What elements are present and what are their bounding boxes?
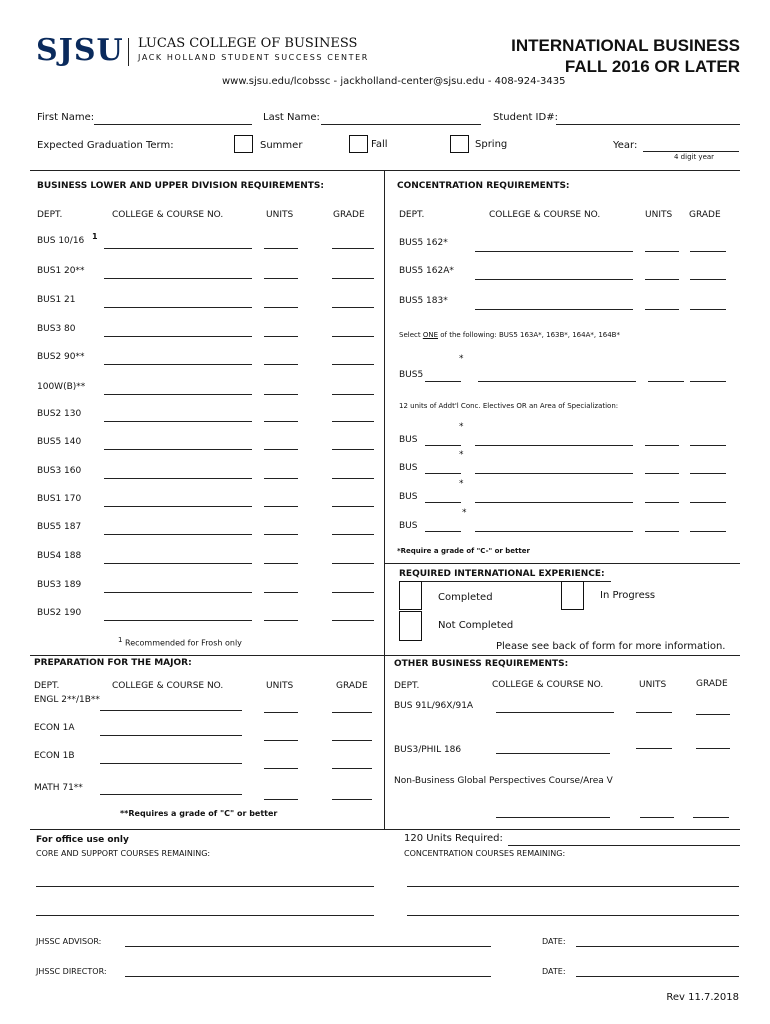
units-required-field[interactable]: [508, 845, 740, 846]
select-one: ONE: [422, 331, 438, 339]
select-post: of the following: BUS5 163A*, 163B*, 164A*, 164B*: [438, 331, 620, 339]
business-row-course[interactable]: [104, 449, 252, 450]
bus186-units[interactable]: [636, 748, 672, 749]
other-col-grade: GRADE: [696, 679, 728, 689]
revision-label: Rev 11.7.2018: [666, 992, 739, 1003]
other-col-dept: DEPT.: [394, 681, 420, 691]
footnote-marker: 1: [118, 636, 123, 644]
global-course[interactable]: [496, 817, 610, 818]
prep-row-course[interactable]: [100, 735, 242, 736]
prep-row-units[interactable]: [264, 799, 298, 800]
select-one-note: [399, 331, 620, 339]
business-row-dept: BUS1 170: [37, 494, 82, 504]
director-date-label: DATE:: [542, 967, 566, 976]
business-row-units[interactable]: [264, 336, 298, 337]
completed-checkbox[interactable]: [399, 581, 422, 610]
business-row-course[interactable]: [104, 534, 252, 535]
elective-row-number[interactable]: [425, 473, 461, 474]
business-row-units[interactable]: [264, 278, 298, 279]
business-col-course: COLLEGE & COURSE NO.: [112, 210, 224, 220]
bus91-units[interactable]: [636, 712, 672, 713]
office-heading: For office use only: [36, 835, 129, 845]
prep-row-units[interactable]: [264, 712, 298, 713]
business-row-grade[interactable]: [332, 421, 374, 422]
prep-col-grade: GRADE: [336, 681, 368, 691]
advisor-date-label: DATE:: [542, 937, 566, 946]
prep-row-grade[interactable]: [332, 799, 372, 800]
conc-col-units: UNITS: [645, 210, 673, 220]
business-row-units[interactable]: [264, 421, 298, 422]
summer-checkbox[interactable]: [234, 135, 253, 153]
business-row-grade[interactable]: [332, 534, 374, 535]
bus186-course[interactable]: [496, 753, 610, 754]
elective-row-dept: BUS: [399, 521, 418, 531]
concentration-row-course[interactable]: [475, 251, 633, 252]
business-row-dept: BUS5 140: [37, 437, 82, 447]
business-row-grade[interactable]: [332, 592, 374, 593]
business-row-units[interactable]: [264, 563, 298, 564]
business-col-grade: GRADE: [333, 210, 365, 220]
not-completed-checkbox[interactable]: [399, 611, 422, 641]
elective-row-course[interactable]: [475, 502, 633, 503]
elective-row-dept: BUS: [399, 435, 418, 445]
business-row-course[interactable]: [104, 592, 252, 593]
elective-row-grade[interactable]: [690, 531, 726, 532]
prep-grade-note: **Requires a grade of "C" or better: [120, 809, 278, 818]
business-row-dept: BUS3 160: [37, 466, 82, 476]
intl-exp-rule: [384, 563, 740, 564]
spring-label: Spring: [475, 139, 508, 150]
contact-info: www.sjsu.edu/lcobssc - jackholland-center@sjsu.edu - 408-924-3435: [222, 76, 566, 87]
other-reqs-heading: OTHER BUSINESS REQUIREMENTS:: [394, 659, 569, 669]
prep-row-units[interactable]: [264, 768, 298, 769]
last-name-label: Last Name:: [263, 112, 320, 123]
business-row-units[interactable]: [264, 248, 298, 249]
core-remaining-line-2[interactable]: [36, 915, 374, 916]
concentration-row-course[interactable]: [475, 309, 633, 310]
bus91-grade[interactable]: [696, 714, 730, 715]
advisor-label: JHSSC ADVISOR:: [36, 937, 102, 946]
footnote-marker: 1: [92, 232, 98, 241]
elective-row-dept: BUS: [399, 492, 418, 502]
business-row-grade[interactable]: [332, 506, 374, 507]
business-row-course[interactable]: [104, 506, 252, 507]
bus5-choice-number[interactable]: [425, 381, 461, 382]
elective-row-course[interactable]: [475, 473, 633, 474]
form-subtitle: FALL 2016 OR LATER: [564, 57, 740, 76]
business-row-course[interactable]: [104, 248, 252, 249]
business-row-grade[interactable]: [332, 394, 374, 395]
other-row-bus186: BUS3/PHIL 186: [394, 745, 462, 755]
bus5-choice-grade[interactable]: [690, 381, 726, 382]
business-row-course[interactable]: [104, 278, 252, 279]
business-row-grade[interactable]: [332, 307, 374, 308]
business-row-dept: BUS1 21: [37, 295, 76, 305]
elective-row-units[interactable]: [645, 502, 679, 503]
business-row-units[interactable]: [264, 394, 298, 395]
prep-row-course[interactable]: [100, 710, 242, 711]
prep-row-dept: ECON 1B: [34, 751, 75, 761]
prep-row-course[interactable]: [100, 763, 242, 764]
advisor-field[interactable]: [125, 946, 491, 947]
last-name-field[interactable]: [321, 124, 481, 125]
fall-checkbox[interactable]: [349, 135, 368, 153]
student-id-label: Student ID#:: [493, 112, 558, 123]
elective-row-course[interactable]: [475, 445, 633, 446]
business-row-course[interactable]: [104, 620, 252, 621]
bus5-choice-course[interactable]: [478, 381, 636, 382]
concentration-row-units[interactable]: [645, 251, 679, 252]
elective-row-number[interactable]: [425, 531, 461, 532]
summer-label: Summer: [260, 140, 303, 151]
grid-center-rule: [384, 170, 385, 830]
select-pre: Select: [399, 331, 423, 339]
business-row-course[interactable]: [104, 364, 252, 365]
business-row-dept: 100W(B)**: [37, 382, 86, 392]
concentration-row-grade[interactable]: [690, 309, 726, 310]
business-row-grade[interactable]: [332, 563, 374, 564]
advisor-date-field[interactable]: [576, 946, 739, 947]
units-required-label: 120 Units Required:: [404, 833, 503, 844]
business-row-course[interactable]: [104, 563, 252, 564]
global-units[interactable]: [640, 817, 674, 818]
conc-col-course: COLLEGE & COURSE NO.: [489, 210, 601, 220]
business-row-units[interactable]: [264, 449, 298, 450]
business-col-dept: DEPT.: [37, 210, 63, 220]
bus5-choice-units[interactable]: [648, 381, 684, 382]
business-row-grade[interactable]: [332, 620, 374, 621]
first-name-label: First Name:: [37, 112, 95, 123]
year-label: Year:: [613, 140, 638, 151]
business-row-dept: BUS2 190: [37, 608, 82, 618]
conc-remaining-label: CONCENTRATION COURSES REMAINING:: [404, 849, 566, 858]
intl-exp-note: Please see back of form for more information.: [496, 641, 726, 652]
core-remaining-label: CORE AND SUPPORT COURSES REMAINING:: [36, 849, 211, 858]
required-star: *: [459, 354, 464, 364]
concentration-row-dept: BUS5 183*: [399, 296, 448, 306]
business-row-dept: BUS5 187: [37, 522, 82, 532]
electives-note: 12 units of Addt'l Conc. Electives OR an Area of Specialization:: [399, 402, 619, 410]
other-row-global: Non-Business Global Perspectives Course/Area V: [394, 776, 613, 786]
concentration-row-units[interactable]: [645, 279, 679, 280]
conc-grade-note: *Require a grade of "C-" or better: [397, 547, 530, 555]
required-star: *: [459, 422, 464, 432]
intl-exp-heading: REQUIRED INTERNATIONAL EXPERIENCE:: [399, 569, 605, 579]
elective-row-grade[interactable]: [690, 502, 726, 503]
prep-major-rule: [30, 655, 740, 656]
conc-remaining-line-1[interactable]: [407, 886, 739, 887]
prep-row-grade[interactable]: [332, 740, 372, 741]
prep-row-dept: ENGL 2**/1B**: [34, 695, 100, 705]
student-id-field[interactable]: [556, 124, 740, 125]
prep-row-grade[interactable]: [332, 768, 372, 769]
bus186-grade[interactable]: [696, 748, 730, 749]
business-row-grade[interactable]: [332, 478, 374, 479]
elective-row-grade[interactable]: [690, 473, 726, 474]
prep-col-course: COLLEGE & COURSE NO.: [112, 681, 224, 691]
concentration-row-grade[interactable]: [690, 251, 726, 252]
elective-row-course[interactable]: [475, 531, 633, 532]
business-row-units[interactable]: [264, 592, 298, 593]
business-row-units[interactable]: [264, 620, 298, 621]
required-star: *: [462, 508, 467, 518]
elective-row-number[interactable]: [425, 445, 461, 446]
year-field[interactable]: [643, 151, 739, 152]
concentration-row-grade[interactable]: [690, 279, 726, 280]
required-star: *: [459, 450, 464, 460]
business-row-course[interactable]: [104, 307, 252, 308]
other-col-course: COLLEGE & COURSE NO.: [492, 680, 604, 690]
fall-label: Fall: [371, 139, 388, 150]
business-row-grade[interactable]: [332, 364, 374, 365]
business-row-units[interactable]: [264, 364, 298, 365]
prep-row-units[interactable]: [264, 740, 298, 741]
business-row-course[interactable]: [104, 394, 252, 395]
in-progress-checkbox[interactable]: [561, 581, 584, 610]
concentration-row-dept: BUS5 162A*: [399, 266, 454, 276]
prep-major-heading: PREPARATION FOR THE MAJOR:: [34, 658, 192, 668]
office-top-rule: [30, 829, 740, 830]
grad-term-label: Expected Graduation Term:: [37, 140, 174, 151]
business-row-course[interactable]: [104, 478, 252, 479]
conc-col-dept: DEPT.: [399, 210, 425, 220]
elective-row-number[interactable]: [425, 502, 461, 503]
college-name: LUCAS COLLEGE OF BUSINESS: [138, 36, 358, 51]
prep-row-course[interactable]: [100, 794, 242, 795]
business-row-units[interactable]: [264, 506, 298, 507]
business-row-course[interactable]: [104, 421, 252, 422]
year-hint: 4 digit year: [674, 153, 715, 161]
concentration-heading: CONCENTRATION REQUIREMENTS:: [397, 181, 570, 191]
bus91-course[interactable]: [496, 712, 614, 713]
concentration-row-dept: BUS5 162*: [399, 238, 448, 248]
concentration-row-units[interactable]: [645, 309, 679, 310]
core-remaining-line-1[interactable]: [36, 886, 374, 887]
director-date-field[interactable]: [576, 976, 739, 977]
business-row-dept: BUS3 189: [37, 580, 82, 590]
sjsu-logo: SJSU: [36, 33, 124, 68]
concentration-row-course[interactable]: [475, 279, 633, 280]
business-row-course[interactable]: [104, 336, 252, 337]
global-grade[interactable]: [693, 817, 729, 818]
business-row-dept: BUS1 20**: [37, 266, 85, 276]
elective-row-grade[interactable]: [690, 445, 726, 446]
prep-col-units: UNITS: [266, 681, 294, 691]
form-title: INTERNATIONAL BUSINESS: [511, 36, 740, 55]
spring-checkbox[interactable]: [450, 135, 469, 153]
first-name-field[interactable]: [94, 124, 252, 125]
business-row-grade[interactable]: [332, 336, 374, 337]
not-completed-label: Not Completed: [438, 620, 514, 631]
business-row-grade[interactable]: [332, 449, 374, 450]
required-star: *: [459, 479, 464, 489]
conc-col-grade: GRADE: [689, 210, 721, 220]
business-row-units[interactable]: [264, 534, 298, 535]
other-col-units: UNITS: [639, 680, 667, 690]
prep-row-dept: MATH 71**: [34, 783, 83, 793]
completed-label: Completed: [438, 592, 493, 603]
conc-remaining-line-2[interactable]: [407, 915, 739, 916]
business-row-grade[interactable]: [332, 248, 374, 249]
business-col-units: UNITS: [266, 210, 294, 220]
business-row-units[interactable]: [264, 478, 298, 479]
elective-row-dept: BUS: [399, 463, 418, 473]
elective-row-units[interactable]: [645, 473, 679, 474]
elective-row-units[interactable]: [645, 445, 679, 446]
director-label: JHSSC DIRECTOR:: [36, 967, 107, 976]
bus5-choice-dept: BUS5: [399, 370, 424, 380]
business-row-units[interactable]: [264, 307, 298, 308]
director-field[interactable]: [125, 976, 491, 977]
prep-row-dept: ECON 1A: [34, 723, 75, 733]
prep-col-dept: DEPT.: [34, 681, 60, 691]
prep-row-grade[interactable]: [332, 712, 372, 713]
in-progress-label: In Progress: [600, 590, 656, 601]
logo-divider: [128, 38, 129, 66]
business-row-dept: BUS2 90**: [37, 352, 85, 362]
business-row-dept: BUS4 188: [37, 551, 82, 561]
business-row-dept: BUS2 130: [37, 409, 82, 419]
frosh-footnote: [118, 636, 242, 648]
other-row-bus91: BUS 91L/96X/91A: [394, 701, 474, 711]
grid-top-rule: [30, 170, 740, 171]
center-name: JACK HOLLAND STUDENT SUCCESS CENTER: [138, 53, 369, 62]
business-row-grade[interactable]: [332, 278, 374, 279]
business-reqs-heading: BUSINESS LOWER AND UPPER DIVISION REQUIREMENTS:: [37, 181, 324, 191]
elective-row-units[interactable]: [645, 531, 679, 532]
business-row-dept: BUS3 80: [37, 324, 76, 334]
footnote-text: Recommended for Frosh only: [125, 638, 242, 648]
business-row-dept: BUS 10/16: [37, 236, 85, 246]
